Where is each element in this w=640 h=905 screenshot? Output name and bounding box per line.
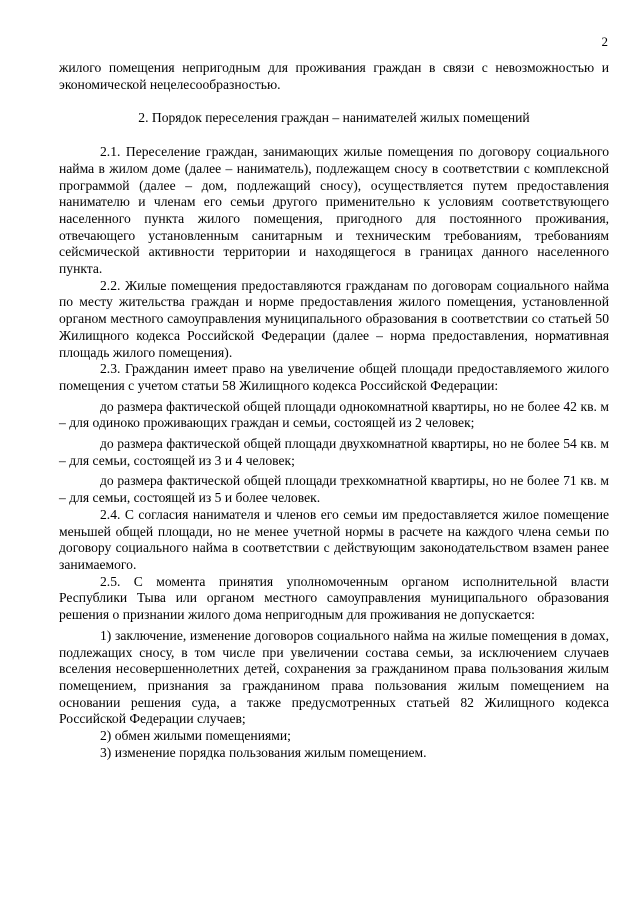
paragraph-2-5: 2.5. С момента принятия уполномоченным органом исполнительной власти Республики Тыва или органом местного самоуправления муниципального образования решения о признании жилого дома непригодным для проживания не допускается: <box>59 573 609 623</box>
document-body <box>59 60 609 761</box>
paragraph-2-2: 2.2. Жилые помещения предоставляются гражданам по договорам социального найма по месту жительства граждан и норме предоставления жилого помещения, установленной органом местного самоуправления муниципального образования в соответствии со статьей 50 Жилищного кодекса Российской Федерации (далее – норма предоставления, нормативная площадь жилого помещения). <box>59 277 609 360</box>
section-heading: 2. Порядок переселения граждан – нанимателей жилых помещений <box>138 110 530 126</box>
paragraph-2-3-item-3: до размера фактической общей площади трехкомнатной квартиры, но не более 71 кв. м – для семьи, состоящей из 5 и более человек. <box>59 473 609 506</box>
intro-continuation: жилого помещения непригодным для проживания граждан в связи с невозможностью и экономической нецелесообразностью. <box>59 60 609 92</box>
page-number: 2 <box>601 34 608 49</box>
paragraph-2-5-item-2: 2) обмен жилыми помещениями; <box>100 728 291 744</box>
paragraph-2-3-item-1: до размера фактической общей площади однокомнатной квартиры, но не более 42 кв. м – для одиноко проживающих граждан и семьи, состоящей из 2 человек; <box>59 398 609 431</box>
paragraph-2-4: 2.4. С согласия нанимателя и членов его семьи им предоставляется жилое помещение меньшей общей площади, но не менее учетной нормы в расчете на каждого члена семьи по договору социального найма в соответствии с действующим законодательством взамен ранее занимаемого. <box>59 506 609 572</box>
paragraph-2-1: 2.1. Переселение граждан, занимающих жилые помещения по договору социального найма в жилом доме (далее – наниматель), подлежащем сносу в соответствии с комплексной программой (далее – дом, подлежащий сносу), осуществляется путем предоставления нанимателю и членам его семьи другого применительно к условиям соответствующего населенного пункта жилого помещения, пригодного для постоянного проживания, отвечающего установленным санитарным и техническим требованиям, требованиям сейсмической активности территории и находящегося в границах данного населенного пункта. <box>59 144 609 277</box>
paragraph-2-5-item-3: 3) изменение порядка пользования жилым помещением. <box>100 744 427 760</box>
paragraph-2-5-item-1: 1) заключение, изменение договоров социального найма на жилые помещения в домах, подлежащих сносу, в том числе при увеличении состава семьи, за исключением случаев вселения несовершеннолетних детей, сохранения за гражданином права пользования жилым помещением, признания за гражданином права пользования жилым помещением на основании решения суда, а также предусмотренных статьей 82 Жилищного кодекса Российской Федерации случаев; <box>59 627 609 727</box>
paragraph-2-3-item-2: до размера фактической общей площади двухкомнатной квартиры, но не более 54 кв. м – для семьи, состоящей из 3 и 4 человек; <box>59 436 609 468</box>
paragraph-2-3: 2.3. Гражданин имеет право на увеличение общей площади предоставляемого жилого помещения с учетом статьи 58 Жилищного кодекса Российской Федерации: <box>59 361 609 393</box>
